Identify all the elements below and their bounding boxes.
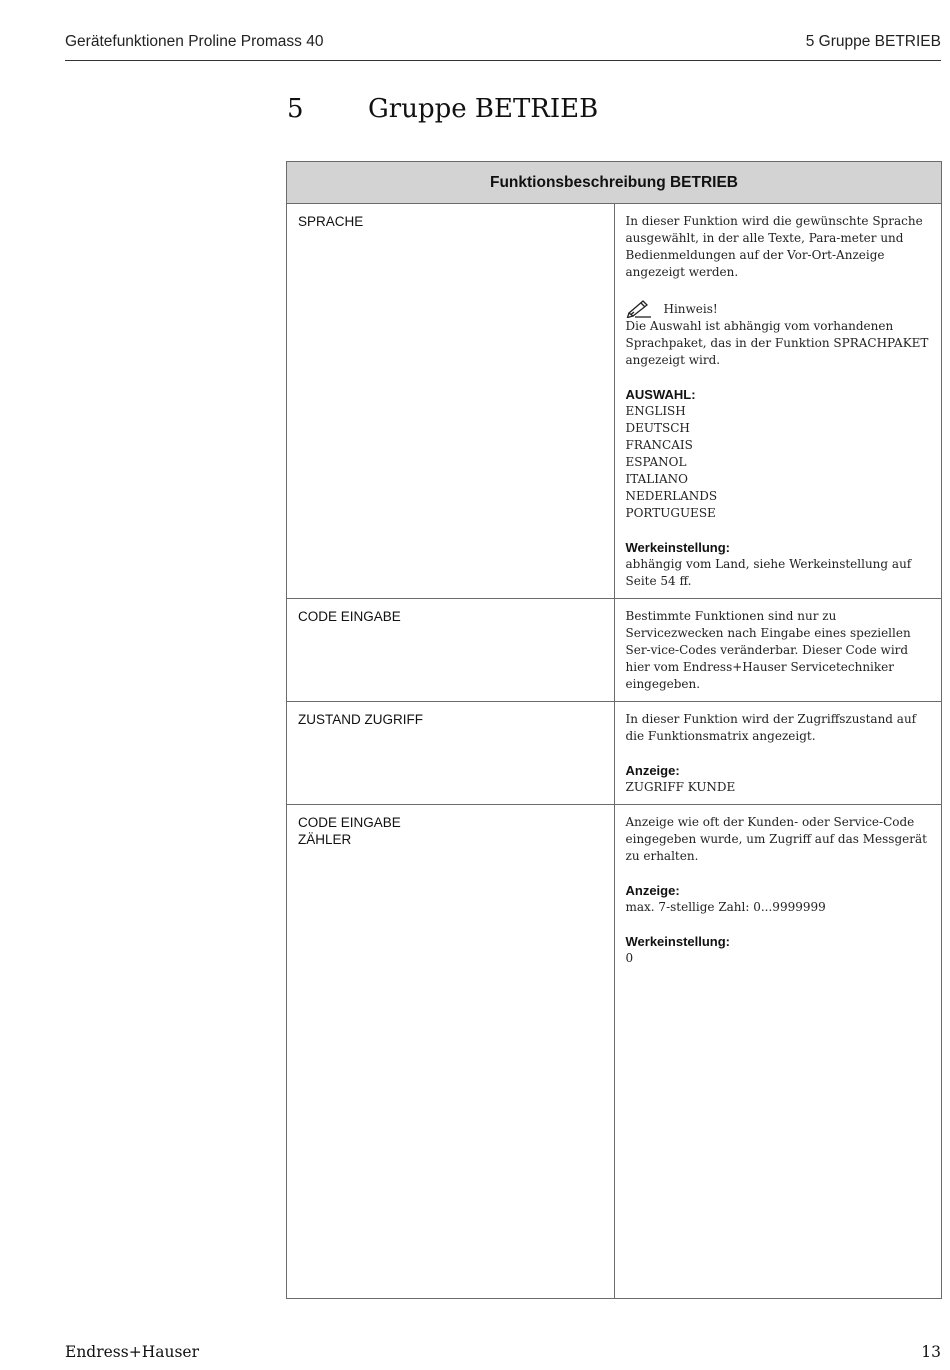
- default-label: Werkeinstellung:: [625, 540, 731, 555]
- table-heading: Funktionsbeschreibung BETRIEB: [287, 162, 942, 204]
- chapter-title: Gruppe BETRIEB: [368, 94, 599, 124]
- default-value: abhängig vom Land, siehe Werkeinstellung auf Seite 54 ff.: [625, 557, 912, 588]
- table-row-code-eingabe-zaehler: [287, 805, 942, 1299]
- function-description-table: [286, 161, 942, 1299]
- options-label: AUSWAHL:: [625, 387, 696, 402]
- option-item: FRANCAIS: [625, 438, 693, 452]
- function-name-line: CODE EINGABE: [298, 815, 401, 830]
- option-item: DEUTSCH: [625, 421, 690, 435]
- header-document-title: Gerätefunktionen Proline Promass 40: [65, 33, 324, 50]
- option-item: ENGLISH: [625, 404, 686, 418]
- display-value: max. 7-stellige Zahl: 0...9999999: [625, 900, 826, 914]
- display-value: ZUGRIFF KUNDE: [625, 780, 736, 794]
- running-header: [65, 30, 941, 61]
- function-description: [614, 599, 942, 702]
- note-label: Hinweis!: [663, 302, 718, 316]
- option-item: NEDERLANDS: [625, 489, 718, 503]
- option-list: [626, 403, 932, 522]
- function-name: ZUSTAND ZUGRIFF: [287, 702, 615, 805]
- function-name: SPRACHE: [287, 204, 615, 599]
- note-heading: [626, 298, 932, 318]
- function-description: [614, 805, 942, 1299]
- default-value: 0: [625, 951, 634, 965]
- page-number: 13: [921, 1343, 941, 1361]
- function-name: CODE EINGABE: [287, 599, 615, 702]
- note-text: Die Auswahl ist abhängig vom vorhandenen Sprachpaket, das in der Funktion SPRACHPAKET angezeigt wird.: [625, 319, 929, 367]
- function-description: [614, 702, 942, 805]
- description-text: Bestimmte Funktionen sind nur zu Servicezwecken nach Eingabe eines speziellen Ser-vice-Codes veränderbar. Dieser Code wird hier vom Endress+Hauser Servicetechniker eingegeben.: [625, 609, 911, 691]
- option-item: ESPANOL: [625, 455, 687, 469]
- description-text: Anzeige wie oft der Kunden- oder Service-Code eingegeben wurde, um Zugriff auf das Messgerät zu erhalten.: [625, 815, 927, 863]
- option-item: PORTUGUESE: [625, 506, 716, 520]
- table-row-zustand-zugriff: [287, 702, 942, 805]
- default-label: Werkeinstellung:: [625, 934, 731, 949]
- table-row-sprache: [287, 204, 942, 599]
- function-description: [614, 204, 942, 599]
- header-section-title: 5 Gruppe BETRIEB: [805, 33, 941, 50]
- function-name: [287, 805, 615, 1299]
- display-label: Anzeige:: [625, 883, 680, 898]
- description-text: In dieser Funktion wird die gewünschte Sprache ausgewählt, in der alle Texte, Para-meter und Bedienmeldungen auf der Vor-Ort-Anzeige angezeigt werden.: [625, 214, 923, 279]
- table-row-code-eingabe: [287, 599, 942, 702]
- pencil-note-icon: [626, 298, 652, 318]
- footer-company: Endress+Hauser: [65, 1343, 199, 1361]
- chapter-number: 5: [287, 94, 304, 124]
- function-name-line: ZÄHLER: [298, 832, 352, 847]
- description-text: In dieser Funktion wird der Zugriffszustand auf die Funktionsmatrix angezeigt.: [625, 712, 917, 743]
- option-item: ITALIANO: [625, 472, 688, 486]
- display-label: Anzeige:: [625, 763, 680, 778]
